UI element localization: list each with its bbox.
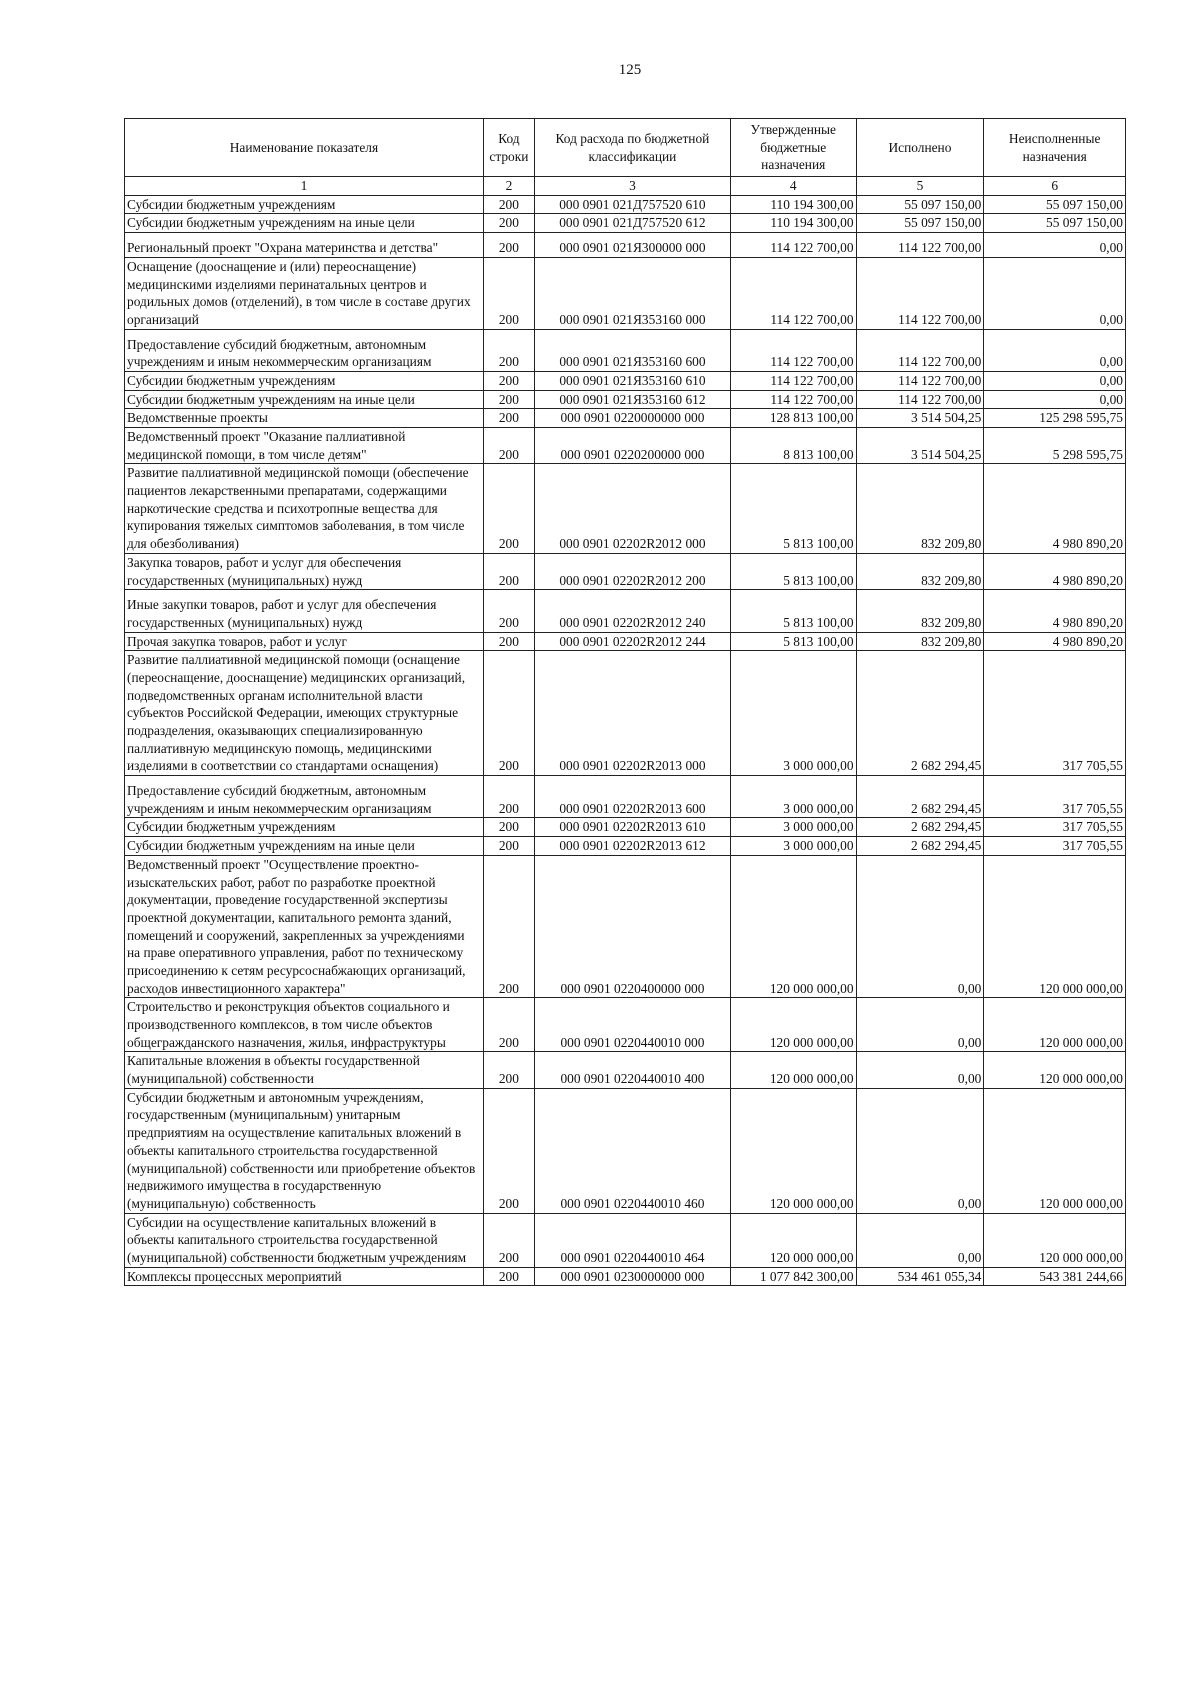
- table-row: [125, 390, 1126, 409]
- row-unexecuted-amount: 120 000 000,00: [984, 998, 1126, 1052]
- row-line-code: 200: [483, 329, 534, 371]
- row-unexecuted-amount: 0,00: [984, 371, 1126, 390]
- row-expense-code: 000 0901 021Я353160 612: [534, 390, 730, 409]
- column-number: 4: [730, 177, 856, 196]
- row-line-code: 200: [483, 1052, 534, 1088]
- header-approved: Утвержденные бюджетные назначения: [730, 119, 856, 177]
- row-unexecuted-amount: 55 097 150,00: [984, 214, 1126, 233]
- column-number: 3: [534, 177, 730, 196]
- row-expense-code: 000 0901 0220440010 464: [534, 1213, 730, 1267]
- row-expense-code: 000 0901 02202R2012 244: [534, 632, 730, 651]
- row-executed-amount: 114 122 700,00: [856, 257, 984, 329]
- row-approved-amount: 3 000 000,00: [730, 837, 856, 856]
- row-expense-code: 000 0901 021Я353160 600: [534, 329, 730, 371]
- table-row: [125, 776, 1126, 818]
- table-row: [125, 1052, 1126, 1088]
- row-indicator-name: Ведомственные проекты: [125, 409, 484, 428]
- row-executed-amount: 2 682 294,45: [856, 818, 984, 837]
- row-line-code: 200: [483, 195, 534, 214]
- table-row: [125, 632, 1126, 651]
- row-unexecuted-amount: 4 980 890,20: [984, 590, 1126, 632]
- row-approved-amount: 110 194 300,00: [730, 195, 856, 214]
- row-indicator-name: Субсидии бюджетным учреждениям: [125, 818, 484, 837]
- row-unexecuted-amount: 0,00: [984, 329, 1126, 371]
- row-unexecuted-amount: 317 705,55: [984, 837, 1126, 856]
- row-expense-code: 000 0901 021Я353160 000: [534, 257, 730, 329]
- table-row: [125, 195, 1126, 214]
- row-indicator-name: Комплексы процессных мероприятий: [125, 1267, 484, 1286]
- row-executed-amount: 114 122 700,00: [856, 233, 984, 258]
- row-line-code: 200: [483, 428, 534, 464]
- row-line-code: 200: [483, 214, 534, 233]
- table-row: [125, 428, 1126, 464]
- row-unexecuted-amount: 120 000 000,00: [984, 855, 1126, 998]
- row-expense-code: 000 0901 02202R2013 612: [534, 837, 730, 856]
- row-line-code: 200: [483, 776, 534, 818]
- row-unexecuted-amount: 0,00: [984, 257, 1126, 329]
- row-approved-amount: 114 122 700,00: [730, 371, 856, 390]
- row-line-code: 200: [483, 1267, 534, 1286]
- row-unexecuted-amount: 4 980 890,20: [984, 553, 1126, 589]
- row-executed-amount: 534 461 055,34: [856, 1267, 984, 1286]
- row-indicator-name: Прочая закупка товаров, работ и услуг: [125, 632, 484, 651]
- row-unexecuted-amount: 0,00: [984, 390, 1126, 409]
- table-row: [125, 464, 1126, 553]
- row-executed-amount: 2 682 294,45: [856, 837, 984, 856]
- row-line-code: 200: [483, 1088, 534, 1213]
- row-unexecuted-amount: 317 705,55: [984, 651, 1126, 776]
- row-approved-amount: 3 000 000,00: [730, 818, 856, 837]
- row-expense-code: 000 0901 021Я353160 610: [534, 371, 730, 390]
- row-approved-amount: 114 122 700,00: [730, 233, 856, 258]
- row-line-code: 200: [483, 998, 534, 1052]
- row-indicator-name: Субсидии бюджетным учреждениям на иные цели: [125, 837, 484, 856]
- table-row: [125, 651, 1126, 776]
- column-number-row: [125, 177, 1126, 196]
- row-executed-amount: 114 122 700,00: [856, 390, 984, 409]
- row-unexecuted-amount: 4 980 890,20: [984, 464, 1126, 553]
- table-row: [125, 214, 1126, 233]
- row-executed-amount: 2 682 294,45: [856, 651, 984, 776]
- row-unexecuted-amount: 120 000 000,00: [984, 1052, 1126, 1088]
- row-approved-amount: 114 122 700,00: [730, 257, 856, 329]
- row-approved-amount: 114 122 700,00: [730, 390, 856, 409]
- table-row: [125, 233, 1126, 258]
- row-expense-code: 000 0901 02202R2013 600: [534, 776, 730, 818]
- row-approved-amount: 120 000 000,00: [730, 855, 856, 998]
- row-approved-amount: 1 077 842 300,00: [730, 1267, 856, 1286]
- row-expense-code: 000 0901 0220440010 000: [534, 998, 730, 1052]
- row-line-code: 200: [483, 590, 534, 632]
- row-indicator-name: Иные закупки товаров, работ и услуг для обеспечения государственных (муниципальных) нужд: [125, 590, 484, 632]
- row-approved-amount: 8 813 100,00: [730, 428, 856, 464]
- row-line-code: 200: [483, 1213, 534, 1267]
- budget-execution-table: [124, 118, 1126, 1286]
- row-approved-amount: 110 194 300,00: [730, 214, 856, 233]
- header-indicator-name: Наименование показателя: [125, 119, 484, 177]
- row-unexecuted-amount: 4 980 890,20: [984, 632, 1126, 651]
- row-indicator-name: Закупка товаров, работ и услуг для обеспечения государственных (муниципальных) нужд: [125, 553, 484, 589]
- row-approved-amount: 3 000 000,00: [730, 776, 856, 818]
- table-row: [125, 1267, 1126, 1286]
- header-executed: Исполнено: [856, 119, 984, 177]
- table-row: [125, 837, 1126, 856]
- row-unexecuted-amount: 125 298 595,75: [984, 409, 1126, 428]
- row-approved-amount: 3 000 000,00: [730, 651, 856, 776]
- row-line-code: 200: [483, 553, 534, 589]
- table-body: [125, 195, 1126, 1286]
- row-expense-code: 000 0901 0230000000 000: [534, 1267, 730, 1286]
- row-expense-code: 000 0901 0220440010 400: [534, 1052, 730, 1088]
- row-indicator-name: Субсидии бюджетным учреждениям на иные цели: [125, 214, 484, 233]
- row-approved-amount: 120 000 000,00: [730, 1213, 856, 1267]
- header-expense-code: Код расхода по бюджетной классификации: [534, 119, 730, 177]
- table-row: [125, 855, 1126, 998]
- table-row: [125, 409, 1126, 428]
- row-expense-code: 000 0901 0220440010 460: [534, 1088, 730, 1213]
- row-line-code: 200: [483, 390, 534, 409]
- row-expense-code: 000 0901 02202R2012 240: [534, 590, 730, 632]
- table-row: [125, 371, 1126, 390]
- row-expense-code: 000 0901 021Д757520 612: [534, 214, 730, 233]
- row-executed-amount: 55 097 150,00: [856, 195, 984, 214]
- table-row: [125, 329, 1126, 371]
- row-unexecuted-amount: 5 298 595,75: [984, 428, 1126, 464]
- row-line-code: 200: [483, 257, 534, 329]
- row-approved-amount: 5 813 100,00: [730, 553, 856, 589]
- row-indicator-name: Оснащение (дооснащение и (или) переоснащение) медицинскими изделиями перинатальных центров и родильных домов (отделений), в том числе в составе других организаций: [125, 257, 484, 329]
- row-expense-code: 000 0901 021Д757520 610: [534, 195, 730, 214]
- row-unexecuted-amount: 120 000 000,00: [984, 1088, 1126, 1213]
- row-indicator-name: Капитальные вложения в объекты государственной (муниципальной) собственности: [125, 1052, 484, 1088]
- row-executed-amount: 0,00: [856, 1052, 984, 1088]
- row-unexecuted-amount: 55 097 150,00: [984, 195, 1126, 214]
- row-executed-amount: 114 122 700,00: [856, 329, 984, 371]
- table-row: [125, 818, 1126, 837]
- row-line-code: 200: [483, 464, 534, 553]
- row-executed-amount: 2 682 294,45: [856, 776, 984, 818]
- row-expense-code: 000 0901 02202R2013 610: [534, 818, 730, 837]
- row-indicator-name: Субсидии на осуществление капитальных вложений в объекты капитального строительства государственной (муниципальной) собственности бюджетным учреждениям: [125, 1213, 484, 1267]
- row-approved-amount: 128 813 100,00: [730, 409, 856, 428]
- row-expense-code: 000 0901 021Я300000 000: [534, 233, 730, 258]
- column-number: 5: [856, 177, 984, 196]
- row-indicator-name: Ведомственный проект "Оказание паллиативной медицинской помощи, в том числе детям": [125, 428, 484, 464]
- row-executed-amount: 832 209,80: [856, 632, 984, 651]
- column-number: 1: [125, 177, 484, 196]
- row-approved-amount: 120 000 000,00: [730, 1088, 856, 1213]
- table-row: [125, 1213, 1126, 1267]
- row-line-code: 200: [483, 651, 534, 776]
- row-executed-amount: 3 514 504,25: [856, 428, 984, 464]
- page-number: 125: [618, 62, 642, 78]
- table-row: [125, 998, 1126, 1052]
- row-executed-amount: 0,00: [856, 1213, 984, 1267]
- row-executed-amount: 0,00: [856, 1088, 984, 1213]
- row-indicator-name: Субсидии бюджетным учреждениям: [125, 371, 484, 390]
- header-line-code: Код строки: [483, 119, 534, 177]
- header-unexecuted: Неисполненные назначения: [984, 119, 1126, 177]
- row-unexecuted-amount: 543 381 244,66: [984, 1267, 1126, 1286]
- row-executed-amount: 832 209,80: [856, 590, 984, 632]
- row-line-code: 200: [483, 409, 534, 428]
- row-approved-amount: 5 813 100,00: [730, 464, 856, 553]
- row-indicator-name: Региональный проект "Охрана материнства и детства": [125, 233, 484, 258]
- row-unexecuted-amount: 0,00: [984, 233, 1126, 258]
- row-approved-amount: 120 000 000,00: [730, 1052, 856, 1088]
- table-row: [125, 1088, 1126, 1213]
- table-row: [125, 257, 1126, 329]
- row-indicator-name: Субсидии бюджетным учреждениям на иные цели: [125, 390, 484, 409]
- table-row: [125, 553, 1126, 589]
- row-executed-amount: 832 209,80: [856, 464, 984, 553]
- row-unexecuted-amount: 317 705,55: [984, 818, 1126, 837]
- row-executed-amount: 0,00: [856, 998, 984, 1052]
- row-expense-code: 000 0901 0220400000 000: [534, 855, 730, 998]
- row-expense-code: 000 0901 02202R2012 200: [534, 553, 730, 589]
- row-approved-amount: 5 813 100,00: [730, 590, 856, 632]
- row-line-code: 200: [483, 233, 534, 258]
- row-executed-amount: 114 122 700,00: [856, 371, 984, 390]
- row-line-code: 200: [483, 837, 534, 856]
- row-indicator-name: Субсидии бюджетным учреждениям: [125, 195, 484, 214]
- row-indicator-name: Развитие паллиативной медицинской помощи (обеспечение пациентов лекарственными препаратами, содержащими наркотические средства и психотропные вещества для купирования тяжелых симптомов заболевания, в том числе для обезболивания): [125, 464, 484, 553]
- row-indicator-name: Предоставление субсидий бюджетным, автономным учреждениям и иным некоммерческим организациям: [125, 776, 484, 818]
- row-indicator-name: Развитие паллиативной медицинской помощи (оснащение (переоснащение, дооснащение) медицинских организаций, подведомственных органам исполнительной власти субъектов Российской Федерации, имеющих структурные подразделения, оказывающих специализированную паллиативную медицинскую помощь, медицинскими изделиями в соответствии со стандартами оснащения): [125, 651, 484, 776]
- row-line-code: 200: [483, 632, 534, 651]
- row-line-code: 200: [483, 371, 534, 390]
- row-indicator-name: Предоставление субсидий бюджетным, автономным учреждениям и иным некоммерческим организациям: [125, 329, 484, 371]
- row-unexecuted-amount: 120 000 000,00: [984, 1213, 1126, 1267]
- column-number: 6: [984, 177, 1126, 196]
- row-executed-amount: 3 514 504,25: [856, 409, 984, 428]
- row-indicator-name: Строительство и реконструкция объектов социального и производственного комплексов, в том числе объектов общегражданского назначения, жилья, инфраструктуры: [125, 998, 484, 1052]
- row-unexecuted-amount: 317 705,55: [984, 776, 1126, 818]
- row-approved-amount: 120 000 000,00: [730, 998, 856, 1052]
- row-approved-amount: 5 813 100,00: [730, 632, 856, 651]
- row-expense-code: 000 0901 0220000000 000: [534, 409, 730, 428]
- column-number: 2: [483, 177, 534, 196]
- row-approved-amount: 114 122 700,00: [730, 329, 856, 371]
- row-line-code: 200: [483, 818, 534, 837]
- table-header-row: [125, 119, 1126, 177]
- row-expense-code: 000 0901 0220200000 000: [534, 428, 730, 464]
- row-executed-amount: 55 097 150,00: [856, 214, 984, 233]
- row-executed-amount: 832 209,80: [856, 553, 984, 589]
- row-indicator-name: Субсидии бюджетным и автономным учреждениям, государственным (муниципальным) унитарным предприятиям на осуществление капитальных вложений в объекты капитального строительства государственной (муниципальной) собственности или приобретение объектов недвижимого имущества в государственную (муниципальную) собственность: [125, 1088, 484, 1213]
- row-executed-amount: 0,00: [856, 855, 984, 998]
- row-indicator-name: Ведомственный проект "Осуществление проектно-изыскательских работ, работ по разработке проектной документации, проведение государственной экспертизы проектной документации, капитального ремонта зданий, помещений и сооружений, закрепленных за учреждениями на праве оперативного управления, работ по техническому присоединению к сетям ресурсоснабжающих организаций, расходов инвестиционного характера": [125, 855, 484, 998]
- row-line-code: 200: [483, 855, 534, 998]
- table-row: [125, 590, 1126, 632]
- row-expense-code: 000 0901 02202R2013 000: [534, 651, 730, 776]
- row-expense-code: 000 0901 02202R2012 000: [534, 464, 730, 553]
